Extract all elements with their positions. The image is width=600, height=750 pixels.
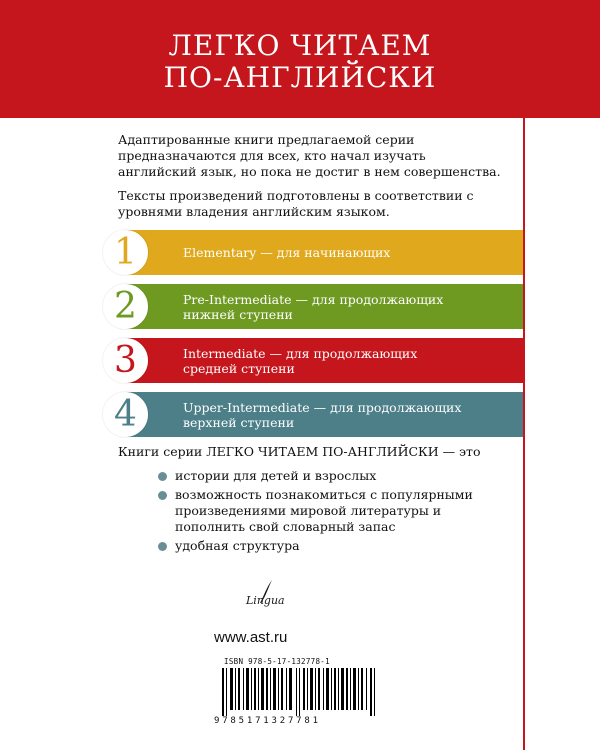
- levels-list: [103, 230, 523, 446]
- series-description: Книги серии ЛЕГКО ЧИТАЕМ ПО-АНГЛИЙСКИ — это: [118, 444, 481, 459]
- level-row: [103, 284, 523, 329]
- level-number-badge: [103, 284, 148, 329]
- isbn-text: ISBN 978-5-17-132778-1: [224, 657, 330, 666]
- series-title-line2: ПО-АНГЛИЙСКИ: [163, 61, 437, 94]
- level-number: 4: [114, 393, 137, 435]
- series-title-line1: ЛЕГКО ЧИТАЕМ: [168, 29, 432, 62]
- right-red-rule: [523, 118, 525, 750]
- level-number-badge: [103, 230, 148, 275]
- level-row: [103, 338, 523, 383]
- intro-paragraph-2: Тексты произведений подготовлены в соответствии с уровнями владения английским языком.: [118, 188, 474, 219]
- level-desc-line1: Pre-Intermediate — для продолжающих: [183, 291, 444, 307]
- list-item: удобная структура: [158, 538, 508, 554]
- intro-text: [118, 132, 508, 228]
- features-list: [158, 468, 508, 557]
- level-row: [103, 230, 523, 275]
- level-desc-line1: Elementary — для начинающих: [183, 245, 391, 260]
- level-bar: [125, 230, 523, 275]
- level-bar: [125, 338, 523, 383]
- level-number: 1: [114, 231, 137, 273]
- level-desc-line2: нижней ступени: [183, 306, 293, 322]
- level-desc-line2: верхней ступени: [183, 414, 295, 430]
- publisher-logo-text: Lingua: [246, 594, 285, 607]
- publisher-logo: [246, 594, 285, 607]
- list-item: истории для детей и взрослых: [158, 468, 508, 484]
- level-desc-line2: средней ступени: [183, 360, 295, 376]
- series-title: [164, 30, 437, 94]
- level-desc-line1: Intermediate — для продолжающих: [183, 345, 418, 361]
- header-band: [0, 0, 600, 118]
- level-number: 3: [114, 339, 137, 381]
- level-row: [103, 392, 523, 437]
- level-number-badge: [103, 392, 148, 437]
- level-bar: [125, 392, 523, 437]
- level-number: 2: [114, 285, 137, 327]
- barcode: [220, 668, 380, 716]
- level-desc-line1: Upper-Intermediate — для продолжающих: [183, 399, 462, 415]
- barcode-number: 9785171327781: [214, 716, 321, 726]
- intro-paragraph-1: Адаптированные книги предлагаемой серии предназначаются для всех, кто начал изучать английский язык, но пока не достиг в нем совершенства.: [118, 132, 501, 179]
- level-number-badge: [103, 338, 148, 383]
- quill-icon: [258, 578, 274, 604]
- website-link[interactable]: www.ast.ru: [214, 629, 288, 646]
- list-item: возможность познакомиться с популярными произведениями мировой литературы и пополнить свой словарный запас: [158, 487, 508, 535]
- level-bar: [125, 284, 523, 329]
